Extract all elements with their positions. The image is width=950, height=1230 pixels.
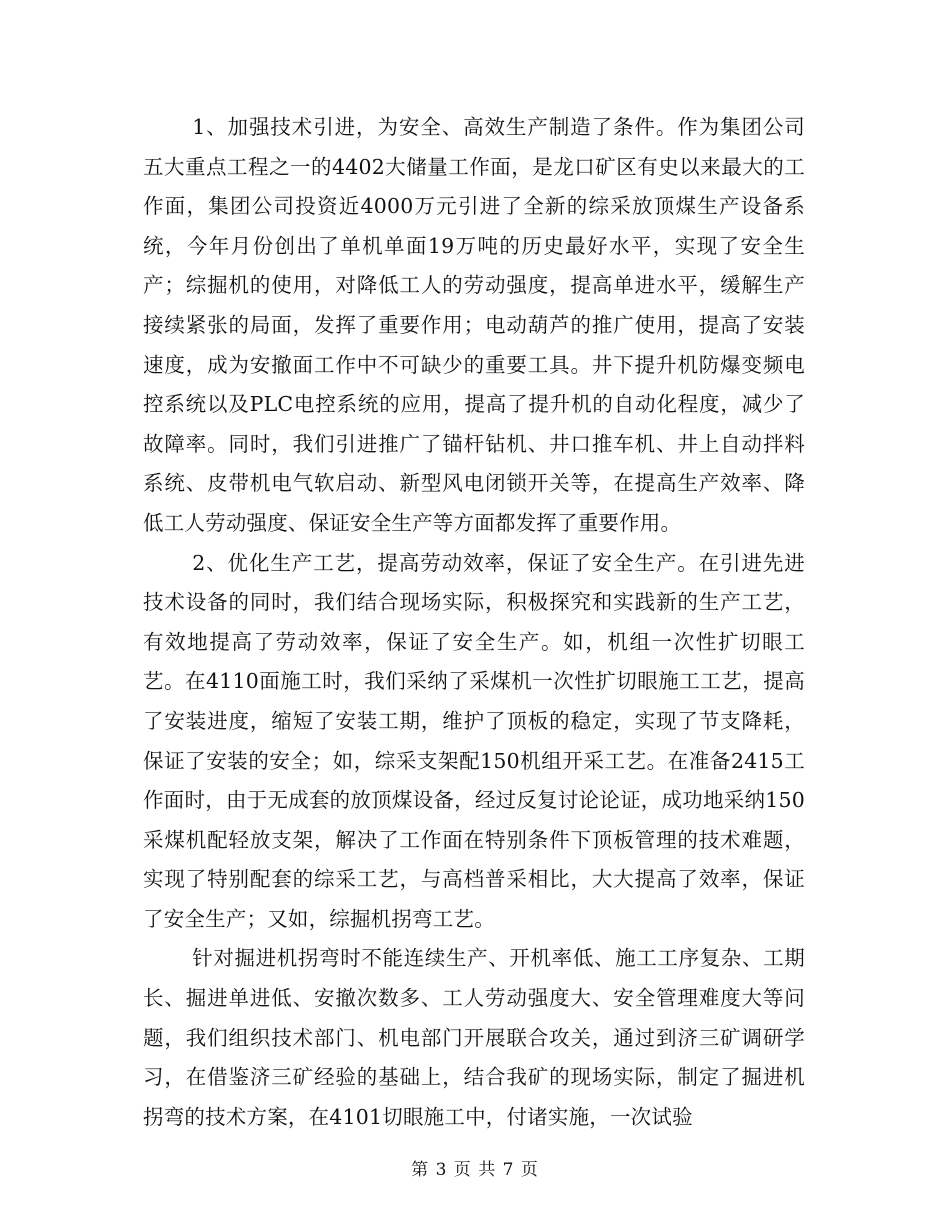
paragraph-roadheader-turning: 针对掘进机拐弯时不能连续生产、开机率低、施工工序复杂、工期长、掘进单进低、安撤次数多、工人劳动强度大、安全管理难度大等问题，我们组织技术部门、机电部门开展联合攻关，通过到济三矿调研学习，在借鉴济三矿经验的基础上，结合我矿的现场实际，制定了掘进机拐弯的技术方案，在4101切眼施工中，付诸实施，一次试验 [143, 946, 805, 1129]
paragraph-process-optimization: 2、优化生产工艺，提高劳动效率，保证了安全生产。在引进先进技术设备的同时，我们结合现场实际，积极探究和实践新的生产工艺，有效地提高了劳动效率，保证了安全生产。如，机组一次性扩切眼工艺。在4110面施工时，我们采纳了采煤机一次性扩切眼施工工艺，提高了安装进度，缩短了安装工期，维护了顶板的稳定，实现了节支降耗，保证了安装的安全；如，综采支架配150机组开采工艺。在准备2415工作面时，由于无成套的放顶煤设备，经过反复讨论论证，成功地采纳150采煤机配轻放支架，解决了工作面在特别条件下顶板管理的技术难题，实现了特别配套的综采工艺，与高档普采相比，大大提高了效率，保证了安全生产；又如，综掘机拐弯工艺。 [143, 550, 805, 931]
document-body [143, 108, 805, 1137]
page-number-footer: 第 3 页 共 7 页 [411, 1160, 539, 1180]
paragraph-technology-introduction: 1、加强技术引进，为安全、高效生产制造了条件。作为集团公司五大重点工程之一的4402大储量工作面，是龙口矿区有史以来最大的工作面，集团公司投资近4000万元引进了全新的综采放顶煤生产设备系统，今年月份创出了单机单面19万吨的历史最好水平，实现了安全生产；综掘机的使用，对降低工人的劳动强度，提高单进水平，缓解生产接续紧张的局面，发挥了重要作用；电动葫芦的推广使用，提高了安装速度，成为安撤面工作中不可缺少的重要工具。井下提升机防爆变频电控系统以及PLC电控系统的应用，提高了提升机的自动化程度，减少了故障率。同时，我们引进推广了锚杆钻机、井口推车机、井上自动拌料系统、皮带机电气软启动、新型风电闭锁开关等，在提高生产效率、降低工人劳动强度、保证安全生产等方面都发挥了重要作用。 [143, 115, 805, 535]
